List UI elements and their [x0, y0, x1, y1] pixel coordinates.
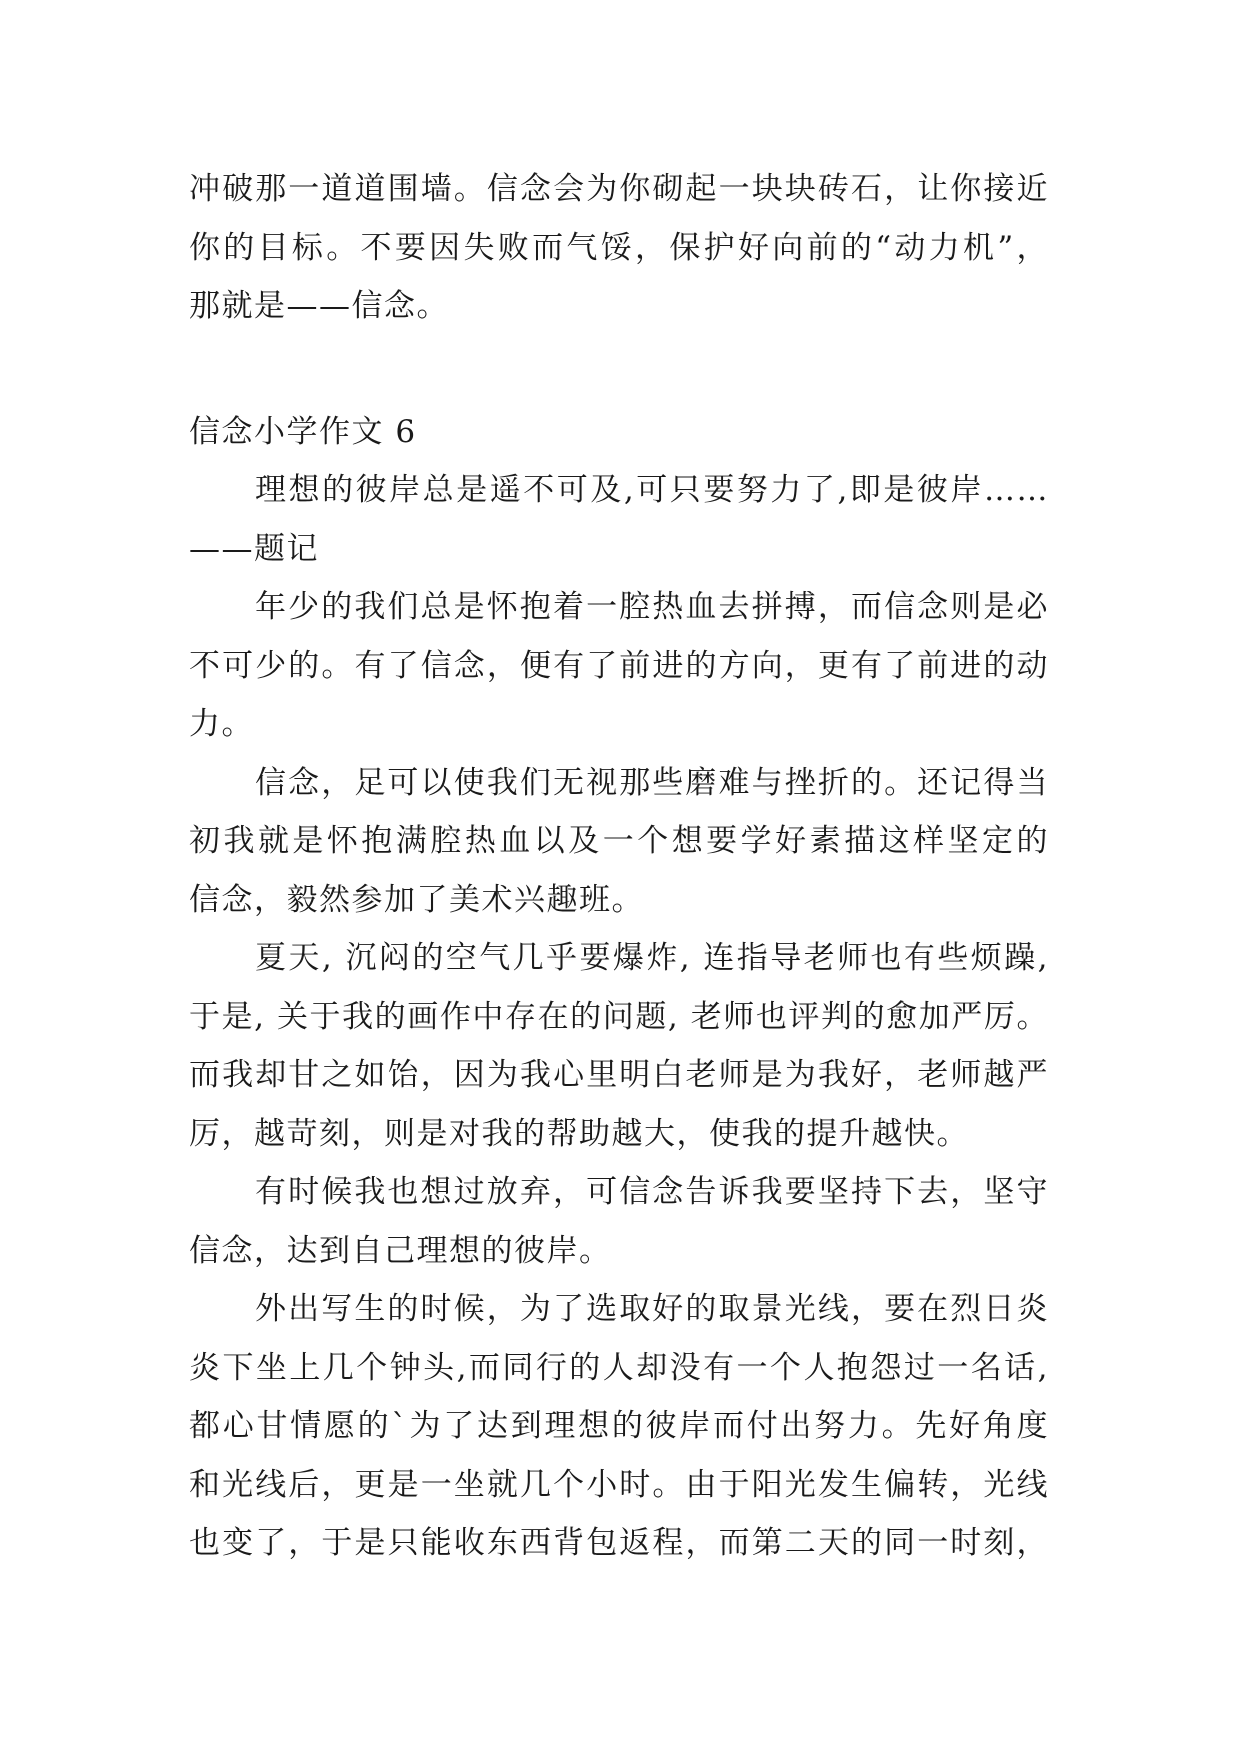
text-line: 炎下坐上几个钟头,而同行的人却没有一个人抱怨过一名话,: [189, 1349, 1049, 1386]
section-gap: [189, 336, 1049, 403]
text-line: 那就是——信念。: [189, 288, 449, 324]
text-line: 理想的彼岸总是遥不可及,可只要努力了,即是彼岸……: [255, 472, 1049, 508]
body-paragraph: [189, 929, 1049, 1163]
text-line: 夏天, 沉闷的空气几乎要爆炸, 连指导老师也有些烦躁,: [255, 940, 1049, 976]
text-line: 初我就是怀抱满腔热血以及一个想要学好素描这样坚定的: [189, 823, 1049, 859]
section-heading: 信念小学作文 6: [189, 413, 417, 450]
text-line: 你的目标。不要因失败而气馁，保护好向前的“动力机”，: [189, 229, 1049, 266]
text-line: 于是, 关于我的画作中存在的问题, 老师也评判的愈加严厉。: [189, 998, 1049, 1035]
text-line: 信念，足可以使我们无视那些磨难与挫折的。还记得当: [255, 764, 1049, 801]
text-line: 冲破那一道道围墙。信念会为你砌起一块块砖石，让你接近: [189, 171, 1049, 207]
text-line: 而我却甘之如饴，因为我心里明白老师是为我好，老师越严: [189, 1057, 1049, 1093]
text-line: 厉，越苛刻，则是对我的帮助越大，使我的提升越快。: [189, 1115, 969, 1152]
document-body: [189, 160, 1049, 1573]
body-paragraph: [189, 1163, 1049, 1280]
text-line: 信念，达到自己理想的彼岸。: [189, 1232, 612, 1269]
text-line: 不可少的。有了信念，便有了前进的方向，更有了前进的动: [189, 647, 1049, 684]
body-paragraph: [189, 1280, 1049, 1573]
text-line: 也变了，于是只能收东西背包返程，而第二天的同一时刻，: [189, 1525, 1049, 1561]
body-paragraph: [189, 578, 1049, 754]
intro-paragraph: [189, 160, 1049, 336]
text-line: ——题记: [189, 530, 319, 567]
body-paragraph: [189, 754, 1049, 930]
epigraph-paragraph: [189, 461, 1049, 578]
text-line: 力。: [189, 706, 254, 742]
text-line: 和光线后，更是一坐就几个小时。由于阳光发生偏转，光线: [189, 1466, 1049, 1503]
text-line: 都心甘情愿的`为了达到理想的彼岸而付出努力。先好角度: [189, 1408, 1049, 1444]
text-line: 信念，毅然参加了美术兴趣班。: [189, 881, 644, 918]
text-line: 年少的我们总是怀抱着一腔热血去拼搏，而信念则是必: [255, 589, 1049, 625]
text-line: 有时候我也想过放弃，可信念告诉我要坚持下去，坚守: [255, 1174, 1049, 1210]
text-line: 外出写生的时候，为了选取好的取景光线，要在烈日炎: [255, 1291, 1049, 1327]
